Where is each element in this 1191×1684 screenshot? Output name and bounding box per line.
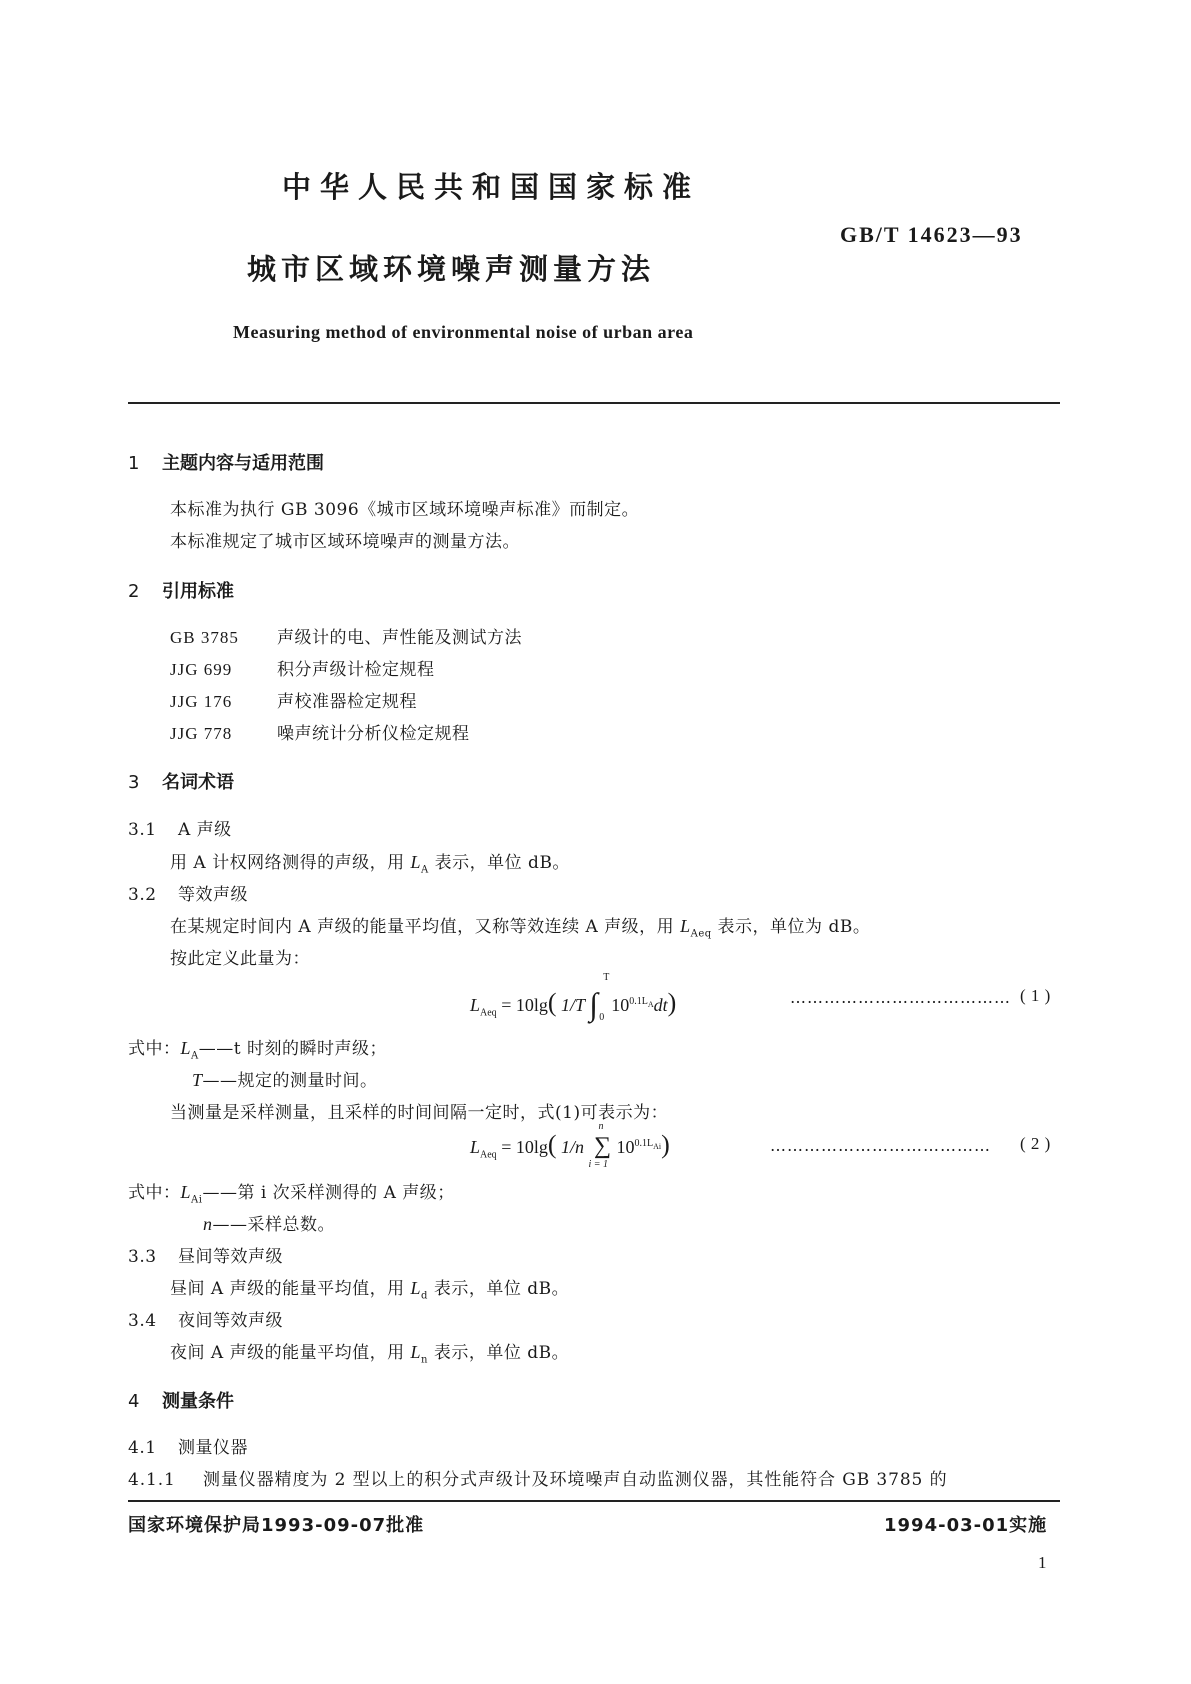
equation-2-where-b: [203, 1210, 335, 1235]
document-title-cn: 城市区域环境噪声测量方法: [247, 252, 656, 286]
reference-item: [170, 655, 435, 680]
footer-rule: [128, 1500, 1060, 1502]
header-rule: [128, 402, 1060, 404]
eq-lhs-subscript: Aeq: [480, 1149, 497, 1161]
subsection-4-1-1-text: [128, 1465, 947, 1490]
eq-body: 1/n: [561, 1137, 585, 1157]
equation-1-where-a: [128, 1034, 387, 1061]
section-1-paragraph-1: 本标准为执行 GB 3096《城市区域环境噪声标准》而制定。: [170, 500, 640, 520]
text-run: 在某规定时间内 A 声级的能量平均值，又称等效连续 A 声级，用: [170, 917, 681, 937]
reference-item: [170, 623, 522, 648]
eq-lhs: L: [470, 995, 481, 1015]
subsection-title: 等效声级: [178, 885, 248, 905]
eq-open-bracket: (: [547, 988, 557, 1017]
symbol: L: [680, 916, 691, 936]
symbol: L: [410, 1342, 422, 1362]
eq-term: 10: [616, 1137, 635, 1157]
text-run: 用 A 计权网络测得的声级，用: [170, 853, 411, 873]
symbol: L: [410, 852, 422, 872]
symbol-subscript: Aeq: [690, 928, 712, 940]
text-run: 表示，单位 dB。: [427, 1343, 570, 1363]
section-number: 2: [128, 581, 140, 602]
where-definition: ——采样总数。: [212, 1215, 335, 1235]
equation-2-number: ( 2 ): [1020, 1134, 1051, 1153]
section-title: 主题内容与适用范围: [162, 453, 324, 474]
subsection-title: 测量仪器: [178, 1438, 248, 1458]
symbol-subscript: A: [421, 864, 429, 876]
section-title: 引用标准: [162, 581, 234, 602]
subsection-4-1-heading: [128, 1433, 248, 1458]
eq-term-exponent: [629, 996, 653, 1007]
reference-name: 积分声级计检定规程: [277, 660, 435, 680]
symbol: L: [180, 1038, 192, 1058]
text-run: 表示，单位为 dB。: [711, 917, 871, 937]
subsection-3-2-heading: [128, 880, 248, 905]
eq-lhs-subscript: Aeq: [480, 1007, 497, 1019]
reference-item: [170, 719, 470, 744]
subsection-3-4-text: [170, 1338, 569, 1365]
symbol: T: [192, 1070, 203, 1090]
section-number: 3: [128, 772, 140, 793]
section-2-heading: [128, 577, 234, 603]
reference-name: 噪声统计分析仪检定规程: [277, 724, 470, 744]
where-definition: ——规定的测量时间。: [202, 1071, 378, 1091]
subsection-number: 3.4: [128, 1311, 157, 1331]
page-number: 1: [1038, 1553, 1047, 1572]
symbol: L: [180, 1182, 192, 1202]
sampling-text: 当测量是采样测量，且采样的时间间隔一定时，式(1)可表示为：: [170, 1103, 669, 1123]
subsection-number: 4.1: [128, 1438, 157, 1458]
summation-upper: n: [598, 1121, 604, 1132]
equation-2-leader-dots: …………………………………: [770, 1136, 991, 1155]
subsection-number: 4.1.1: [128, 1470, 176, 1490]
equation-2: [470, 1121, 670, 1170]
symbol: n: [203, 1214, 213, 1234]
subsection-3-2-text: [170, 912, 870, 939]
standard-code: GB/T 14623—93: [840, 222, 1023, 247]
exponent-text: 0.1L: [634, 1138, 654, 1149]
subsection-number: 3.3: [128, 1247, 157, 1267]
reference-code: GB 3785: [170, 628, 239, 647]
reference-name: 声校准器检定规程: [277, 692, 417, 712]
subsection-3-4-heading: [128, 1306, 283, 1331]
reference-code: JJG 176: [170, 692, 233, 711]
section-3-heading: [128, 768, 234, 794]
equation-1-where-b: [192, 1066, 378, 1091]
section-title: 测量条件: [162, 1391, 234, 1412]
subsection-3-1-heading: [128, 815, 232, 840]
where-label: 式中：: [128, 1183, 181, 1203]
symbol-subscript: d: [421, 1290, 428, 1302]
subsection-3-1-text: [170, 848, 570, 875]
reference-item: [170, 687, 417, 712]
document-title-en: Measuring method of environmental noise of urban area: [233, 322, 694, 342]
exponent-text: 0.1L: [629, 996, 648, 1007]
integral-upper: T: [603, 972, 610, 983]
text-run: 表示，单位 dB。: [428, 853, 570, 873]
text-run: 昼间 A 声级的能量平均值，用: [170, 1279, 411, 1299]
text-run: 夜间 A 声级的能量平均值，用: [170, 1343, 411, 1363]
where-definition: ——t 时刻的瞬时声级；: [198, 1039, 387, 1059]
reference-name: 声级计的电、声性能及测试方法: [277, 628, 522, 648]
effective-date-line: 1994-03-01实施: [884, 1515, 1048, 1536]
reference-code: JJG 778: [170, 724, 233, 743]
eq-term-exponent: [635, 1138, 662, 1149]
section-number: 4: [128, 1391, 140, 1412]
eq-close-bracket: ): [661, 1130, 670, 1159]
text-run: 表示，单位 dB。: [427, 1279, 570, 1299]
subsection-title: 昼间等效声级: [178, 1247, 283, 1267]
eq-equals: = 10lg: [496, 995, 548, 1015]
eq-lhs: L: [470, 1137, 481, 1157]
where-label: 式中：: [128, 1039, 181, 1059]
eq-body: 1/T: [561, 995, 585, 1015]
integral-lower: 0: [599, 1012, 605, 1023]
eq-close-bracket: ): [667, 988, 677, 1017]
subsection-number: 3.2: [128, 885, 157, 905]
symbol-subscript: n: [421, 1354, 428, 1366]
equation-1-leader-dots: …………………………………: [790, 988, 1011, 1007]
country-standard-title: 中华人民共和国国家标准: [282, 170, 701, 204]
reference-code: JJG 699: [170, 660, 233, 679]
subsection-3-2-definition-lead: 按此定义此量为：: [170, 949, 310, 969]
where-definition: ——第 i 次采样测得的 A 声级；: [202, 1183, 455, 1203]
section-title: 名词术语: [162, 772, 234, 793]
section-1-heading: [128, 449, 324, 475]
section-1-paragraph-2: 本标准规定了城市区域环境噪声的测量方法。: [170, 532, 520, 552]
symbol-subscript: Ai: [191, 1194, 203, 1206]
subsection-title: A 声级: [178, 820, 232, 840]
subsection-number: 3.1: [128, 820, 157, 840]
subsection-title: 夜间等效声级: [178, 1311, 283, 1331]
equation-1: [470, 972, 677, 1023]
integral-sign: ∫ T 0: [589, 972, 610, 1023]
symbol: L: [410, 1278, 422, 1298]
symbol-subscript: A: [191, 1050, 199, 1062]
equation-1-number: ( 1 ): [1020, 986, 1051, 1005]
equation-2-where-a: [128, 1178, 455, 1205]
summation-sign: ∑ n i = 1: [588, 1121, 612, 1170]
exponent-subscript: Ai: [653, 1142, 662, 1151]
section-number: 1: [128, 453, 140, 474]
summation-lower: i = 1: [588, 1159, 609, 1170]
approval-line: 国家环境保护局1993-09-07批准: [128, 1515, 425, 1536]
eq-term: 10: [611, 995, 630, 1015]
subsection-text: 测量仪器精度为 2 型以上的积分式声级计及环境噪声自动监测仪器，其性能符合 GB 3785 的: [203, 1470, 948, 1490]
section-4-heading: [128, 1387, 234, 1413]
eq-open-bracket: (: [547, 1130, 557, 1159]
subsection-3-3-heading: [128, 1242, 283, 1267]
eq-tail: dt: [653, 995, 668, 1015]
exponent-subscript: A: [647, 1000, 654, 1009]
subsection-3-3-text: [170, 1274, 569, 1301]
eq-equals: = 10lg: [496, 1137, 548, 1157]
